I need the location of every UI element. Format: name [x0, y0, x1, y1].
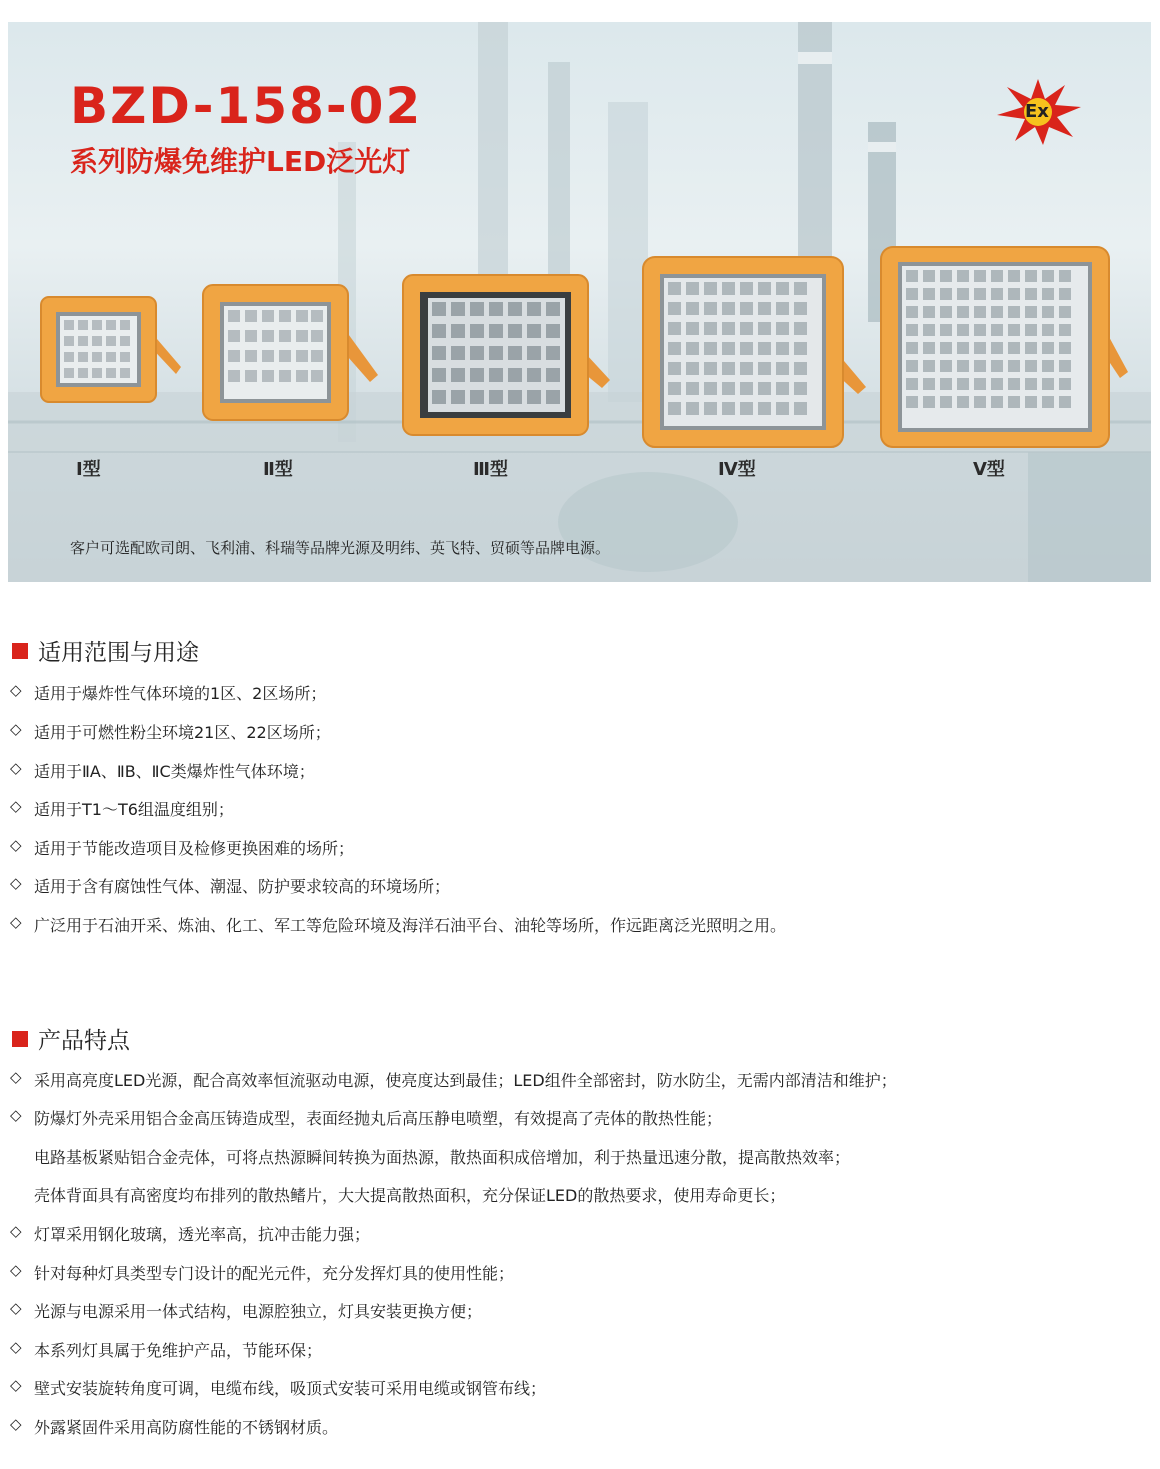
diamond-bullet-icon: ◇ — [10, 1299, 22, 1317]
section-features-heading — [12, 1022, 130, 1055]
diamond-bullet-icon: ◇ — [10, 874, 22, 892]
section-scope-title: 适用范围与用途 — [38, 640, 199, 666]
lamp-type-3-label: Ⅲ型 — [473, 459, 509, 480]
list-item: ◇ 光源与电源采用一体式结构，电源腔独立，灯具安装更换方便； — [10, 1299, 483, 1321]
list-item: ◇ 适用于T1～T6组温度组别； — [10, 797, 234, 819]
product-banner — [8, 22, 1151, 582]
diamond-bullet-icon: ◇ — [10, 913, 22, 931]
section-marker-icon — [12, 643, 28, 659]
list-item: ◇ 适用于含有腐蚀性气体、潮湿、防护要求较高的环境场所； — [10, 874, 451, 896]
lamp-type-1-label: Ⅰ型 — [76, 459, 101, 480]
diamond-bullet-icon: ◇ — [10, 759, 22, 777]
lamp-type-4-image — [638, 252, 873, 457]
list-item: ◇ 适用于爆炸性气体环境的1区、2区场所； — [10, 681, 327, 703]
list-item: ◇ 采用高亮度LED光源，配合高效率恒流驱动电源，使亮度达到最佳；LED组件全部密封，防水防尘，无需内部清洁和维护； — [10, 1068, 897, 1090]
diamond-bullet-icon: ◇ — [10, 1261, 22, 1279]
section-marker-icon — [12, 1031, 28, 1047]
list-item: ◇ 本系列灯具属于免维护产品，节能环保； — [10, 1338, 323, 1360]
section-features-title: 产品特点 — [38, 1028, 130, 1054]
lamp-type-2-image — [198, 280, 388, 425]
lamp-type-5-image — [876, 242, 1136, 457]
diamond-bullet-icon: ◇ — [10, 836, 22, 854]
list-item: ◇ 适用于可燃性粉尘环境21区、22区场所； — [10, 720, 331, 742]
diamond-bullet-icon: ◇ — [10, 1222, 22, 1240]
lamp-type-1-image — [36, 292, 196, 407]
diamond-bullet-icon: ◇ — [10, 797, 22, 815]
list-item: ◇ 广泛用于石油开采、炼油、化工、军工等危险环境及海洋石油平台、油轮等场所，作远距离泛光照明之用。 — [10, 913, 787, 935]
list-item: ◇ 外露紧固件采用高防腐性能的不锈钢材质。 — [10, 1415, 339, 1437]
lamp-type-3-image — [398, 270, 618, 442]
diamond-bullet-icon: ◇ — [10, 1376, 22, 1394]
diamond-bullet-icon: ◇ — [10, 1415, 22, 1433]
list-item: ◇ 适用于ⅡA、ⅡB、ⅡC类爆炸性气体环境； — [10, 759, 315, 781]
list-item-continuation: 电路基板紧贴铝合金壳体，可将点热源瞬间转换为面热源，散热面积成倍增加，利于热量迅速分散，提高散热效率； — [34, 1148, 851, 1167]
diamond-bullet-icon: ◇ — [10, 1106, 22, 1124]
product-model-title: BZD-158-02 — [70, 77, 423, 135]
diamond-bullet-icon: ◇ — [10, 1068, 22, 1086]
list-item-continuation: 壳体背面具有高密度均布排列的散热鳍片，大大提高散热面积，充分保证LED的散热要求，使用寿命更长； — [34, 1186, 786, 1205]
list-item: ◇ 适用于节能改造项目及检修更换困难的场所； — [10, 836, 355, 858]
lamp-type-4-label: Ⅳ型 — [718, 459, 756, 480]
ex-badge-text: Ex — [1025, 101, 1049, 122]
list-item: ◇ 灯罩采用钢化玻璃，透光率高，抗冲击能力强； — [10, 1222, 371, 1244]
product-series-subtitle: 系列防爆免维护LED泛光灯 — [70, 145, 411, 178]
list-item: ◇ 防爆灯外壳采用铝合金高压铸造成型，表面经抛丸后高压静电喷塑，有效提高了壳体的散热性能； — [10, 1106, 723, 1128]
list-item: ◇ 壁式安装旋转角度可调，电缆布线，吸顶式安装可采用电缆或钢管布线； — [10, 1376, 547, 1398]
lamp-type-5-label: Ⅴ型 — [973, 459, 1005, 480]
section-scope-heading — [12, 634, 199, 667]
lamp-type-2-label: Ⅱ型 — [263, 459, 293, 480]
list-item: ◇ 针对每种灯具类型专门设计的配光元件，充分发挥灯具的使用性能； — [10, 1261, 515, 1283]
brand-options-note: 客户可选配欧司朗、飞利浦、科瑞等品牌光源及明纬、英飞特、贸硕等品牌电源。 — [70, 539, 611, 557]
diamond-bullet-icon: ◇ — [10, 1338, 22, 1356]
diamond-bullet-icon: ◇ — [10, 681, 22, 699]
diamond-bullet-icon: ◇ — [10, 720, 22, 738]
